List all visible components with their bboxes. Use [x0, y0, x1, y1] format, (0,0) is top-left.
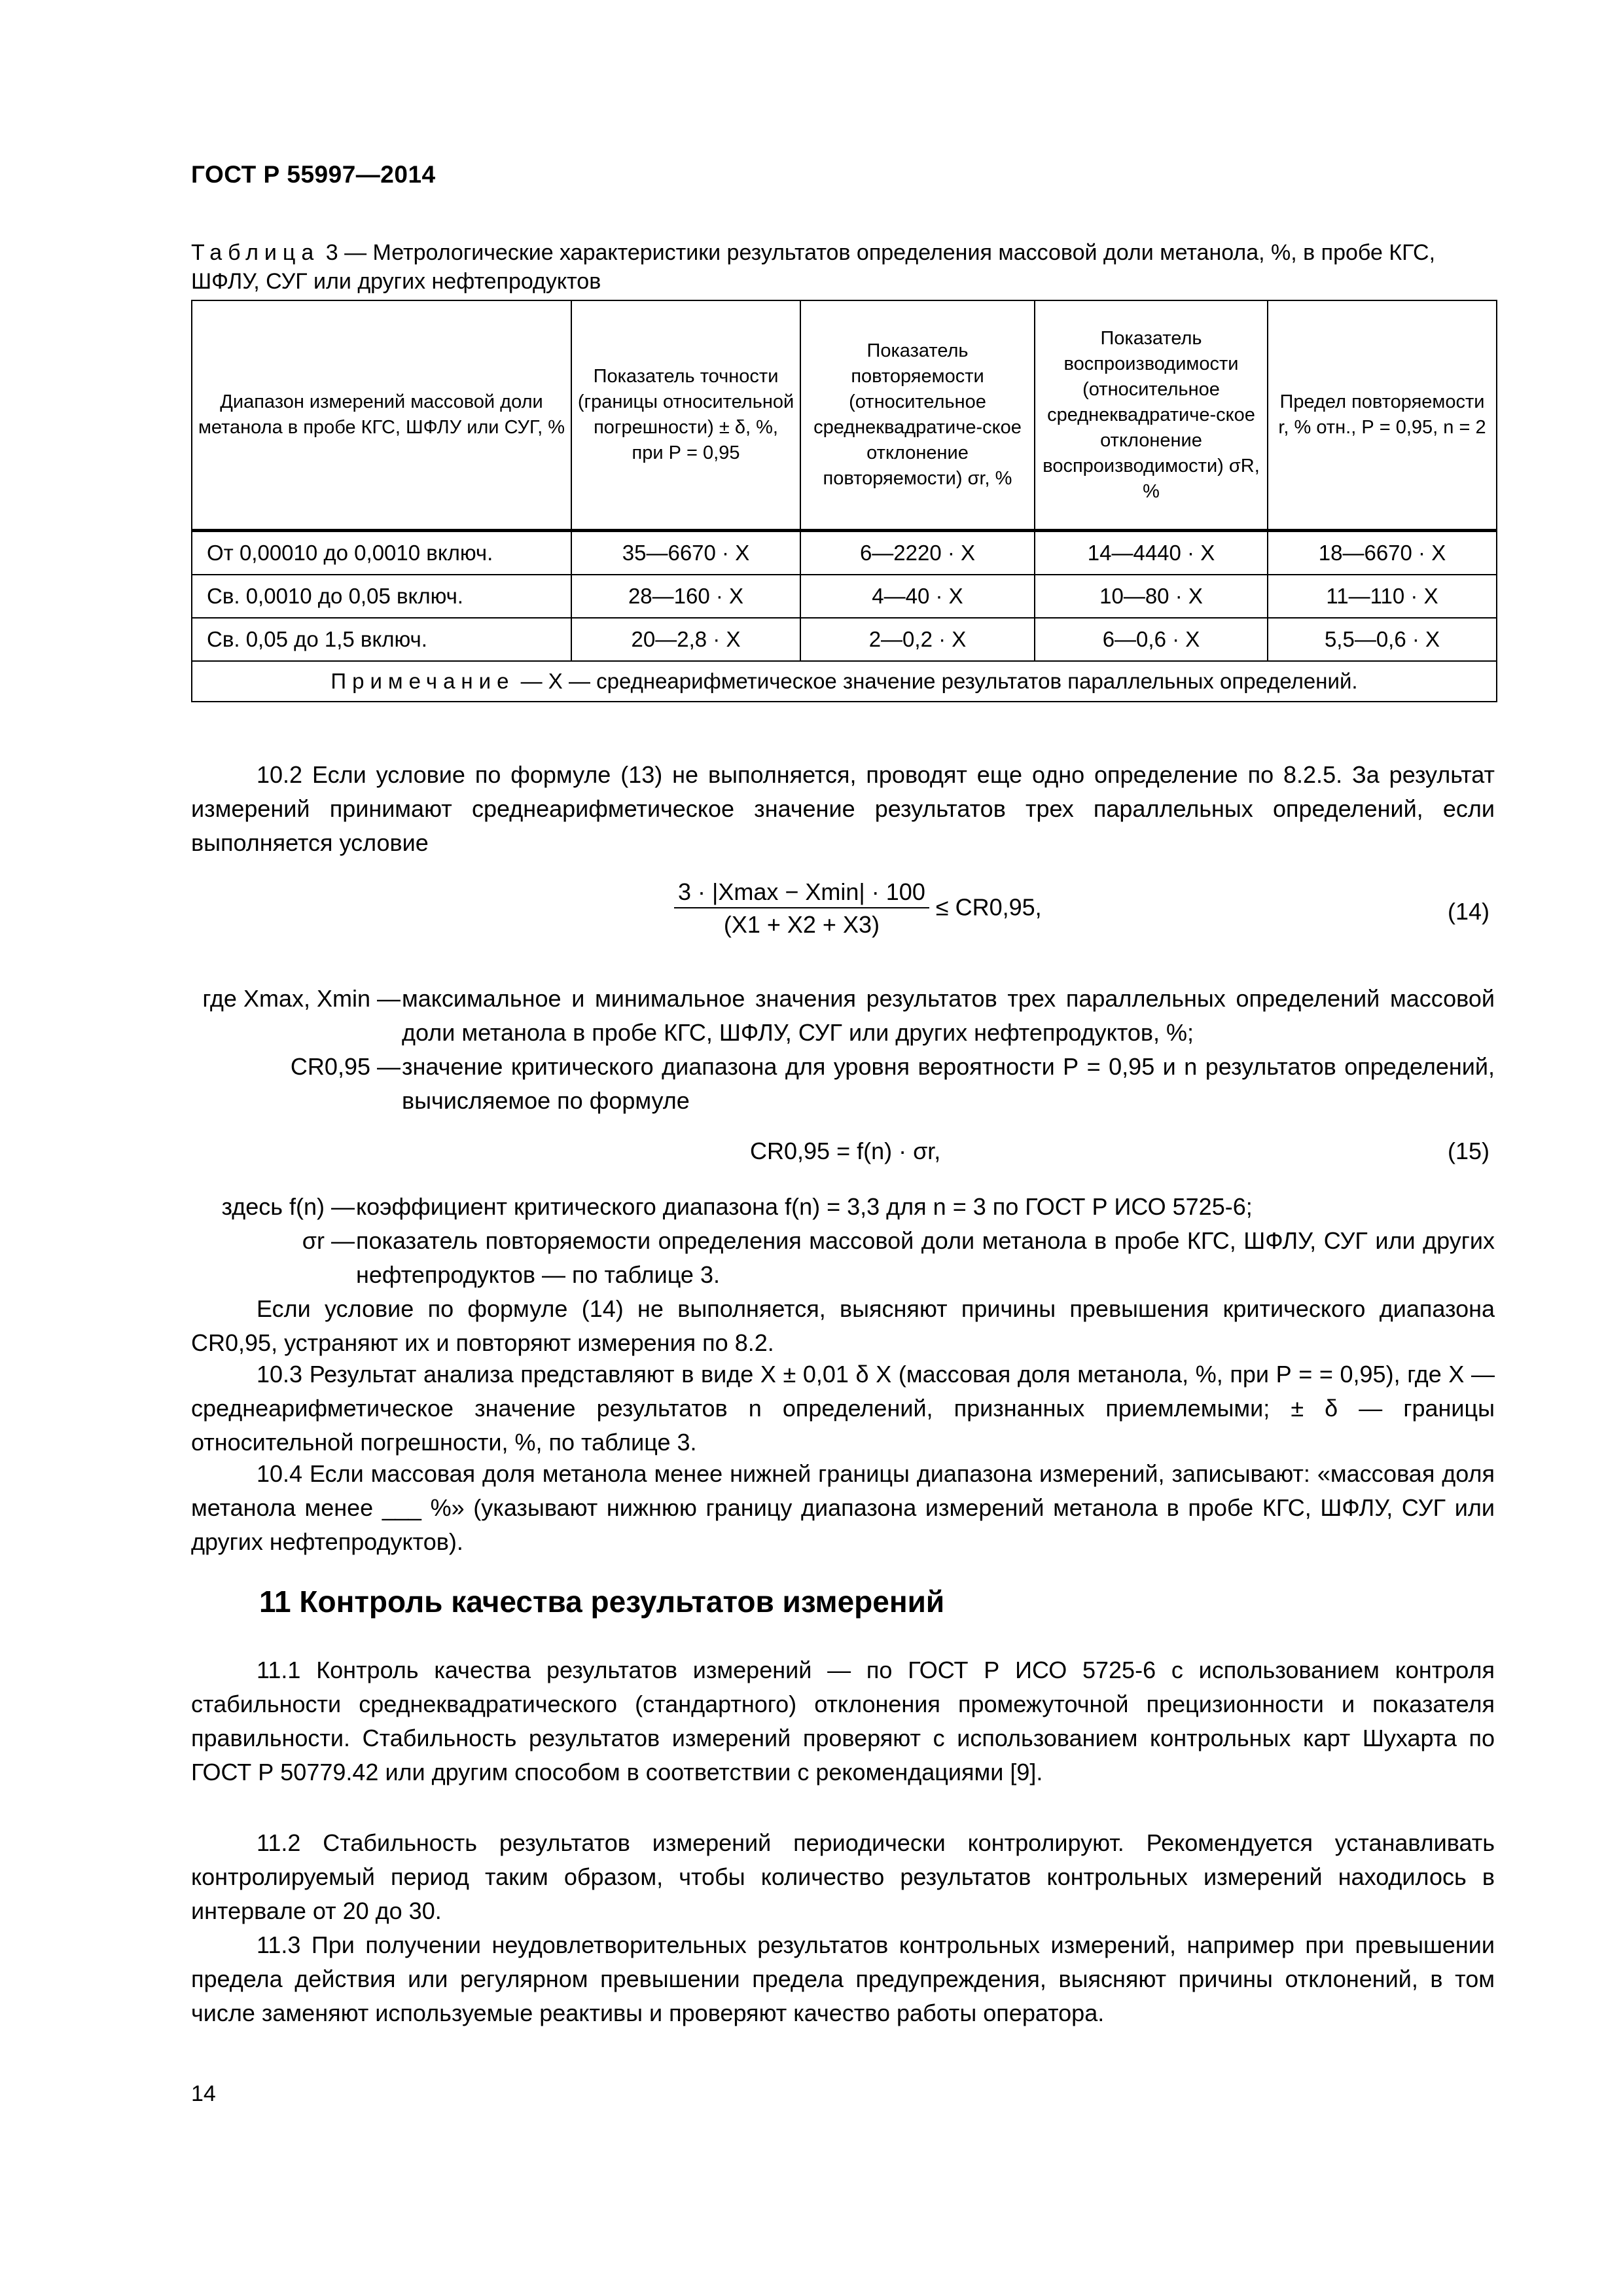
formula-14-numerator: 3 · |Xmax − Xmin| · 100 — [674, 877, 929, 908]
table-row — [192, 531, 1497, 575]
table-cell: 6—2220 · X — [800, 531, 1035, 575]
definitions-14 — [191, 982, 1495, 1118]
table-cell: 11—110 · X — [1268, 575, 1497, 618]
table-caption-label: Таблица — [191, 240, 320, 265]
definition-term: σr — — [302, 1227, 355, 1254]
formula-14 — [674, 877, 1042, 941]
table-cell: Св. 0,0010 до 0,05 включ. — [192, 575, 571, 618]
definition-item — [191, 1190, 1495, 1224]
table-header-cell: Показатель точности (границы относительной погрешности) ± δ, %, при Р = 0,95 — [571, 300, 800, 531]
formula-14-denominator: (X1 + X2 + X3) — [723, 911, 880, 938]
definitions-15 — [191, 1190, 1495, 1292]
paragraph-10-4: 10.4 Если массовая доля метанола менее нижней границы диапазона измерений, записывают: «массовая доля метанола менее ___ %» (указывают нижнюю границу диапазона измерений метанола в пробе КГС, ШФЛУ, СУГ или других нефтепродуктов). — [191, 1460, 1495, 1555]
paragraph-11-1: 11.1 Контроль качества результатов измерений — по ГОСТ Р ИСО 5725-6 с использованием контроля стабильности среднеквадратического (стандартного) отклонения промежуточной прецизионности и показателя правильности. Стабильность результатов измерений проверяют с использованием контрольных карт Шухарта по ГОСТ Р 50779.42 или другим способом в соответствии с рекомендациями [9]. — [191, 1657, 1495, 1785]
table-header-cell: Показатель воспроизводимости (относительное среднеквадратиче-ское отклонение воспроизводимости) σR, % — [1035, 300, 1268, 531]
formula-15: CR0,95 = f(n) · σr, — [750, 1138, 941, 1164]
table-caption-text: 3 — Метрологические характеристики результатов определения массовой доли метанола, %, в пробе КГС, ШФЛУ, СУГ или других нефтепродуктов — [191, 240, 1436, 294]
paragraph-11-3: 11.3 При получении неудовлетворительных результатов контрольных измерений, например при превышении предела действия или регулярном превышении предела предупреждения, выясняют причины отклонений, в том числе заменяют используемые реактивы и проверяют качество работы оператора. — [191, 1931, 1495, 2026]
table-row — [192, 575, 1497, 618]
definition-item — [191, 1050, 1495, 1118]
table-cell: 28—160 · X — [571, 575, 800, 618]
formula-14-number: (14) — [1448, 898, 1490, 925]
table-header-row — [192, 300, 1497, 531]
table-cell: 4—40 · X — [800, 575, 1035, 618]
formula-14-fraction — [674, 877, 929, 941]
table-cell: 6—0,6 · X — [1035, 618, 1268, 661]
definition-term: где Xmax, Xmin — — [202, 985, 401, 1012]
definition-text: коэффициент критического диапазона f(n) = 3,3 для n = 3 по ГОСТ Р ИСО 5725-6; — [356, 1193, 1253, 1220]
definition-item — [191, 982, 1495, 1050]
document-header: ГОСТ Р 55997—2014 — [191, 161, 436, 188]
table-cell: От 0,00010 до 0,0010 включ. — [192, 531, 571, 575]
table-header-cell: Диапазон измерений массовой доли метанола в пробе КГС, ШФЛУ или СУГ, % — [192, 300, 571, 531]
table-cell: 14—4440 · X — [1035, 531, 1268, 575]
table-cell: 18—6670 · X — [1268, 531, 1497, 575]
definition-text: показатель повторяемости определения массовой доли метанола в пробе КГС, ШФЛУ, СУГ или других нефтепродуктов — по таблице 3. — [356, 1227, 1495, 1288]
paragraph-11-2: 11.2 Стабильность результатов измерений периодически контролируют. Рекомендуется устанавливать контролируемый период таким образом, чтобы количество результатов контрольных измерений находилось в интервале от 20 до 30. — [191, 1829, 1495, 1924]
table-note — [192, 661, 1497, 702]
definition-term: CR0,95 — — [290, 1053, 401, 1080]
paragraph-if-14: Если условие по формуле (14) не выполняется, выясняют причины превышения критического диапазона CR0,95, устраняют их и повторяют измерения по 8.2. — [191, 1295, 1495, 1356]
table-cell: 5,5—0,6 · X — [1268, 618, 1497, 661]
table-note-row — [192, 661, 1497, 702]
formula-14-rhs: ≤ CR0,95, — [935, 893, 1042, 921]
definition-text: значение критического диапазона для уровня вероятности Р = 0,95 и n результатов определений, вычисляемое по формуле — [402, 1053, 1495, 1114]
table-caption — [191, 238, 1500, 296]
definition-term: здесь f(n) — — [221, 1193, 355, 1220]
table-cell: 10—80 · X — [1035, 575, 1268, 618]
table-row — [192, 618, 1497, 661]
section-11-title: 11 Контроль качества результатов измерений — [259, 1585, 945, 1619]
definition-text: максимальное и минимальное значения результатов трех параллельных определений массовой доли метанола в пробе КГС, ШФЛУ, СУГ или других нефтепродуктов, %; — [402, 985, 1495, 1046]
table-cell: 35—6670 · X — [571, 531, 800, 575]
table-note-text: — X — среднеарифметическое значение результатов параллельных определений. — [514, 669, 1358, 693]
paragraph-10-2: 10.2 Если условие по формуле (13) не выполняется, проводят еще одно определение по 8.2.5. За результат измерений принимают среднеарифметическое значение результатов трех параллельных определений, если выполняется условие — [191, 761, 1495, 856]
formula-15-number: (15) — [1448, 1138, 1490, 1164]
paragraph-10-3: 10.3 Результат анализа представляют в виде X ± 0,01 δ X (массовая доля метанола, %, при Р = = 0,95), где X — среднеарифметическое значение результатов n определений, признанных приемлемыми; ± δ — границы относительной погрешности, %, по таблице 3. — [191, 1361, 1495, 1456]
table-header-cell: Показатель повторяемости (относительное среднеквадратиче-ское отклонение повторяемости) σr, % — [800, 300, 1035, 531]
table-cell: 20—2,8 · X — [571, 618, 800, 661]
metrology-table — [191, 300, 1497, 702]
page-number: 14 — [191, 2081, 216, 2106]
table-header-cell: Предел повторяемости r, % отн., Р = 0,95, n = 2 — [1268, 300, 1497, 531]
table-cell: Св. 0,05 до 1,5 включ. — [192, 618, 571, 661]
definition-item — [191, 1224, 1495, 1292]
table-note-label: Примечание — [330, 669, 515, 693]
table-cell: 2—0,2 · X — [800, 618, 1035, 661]
